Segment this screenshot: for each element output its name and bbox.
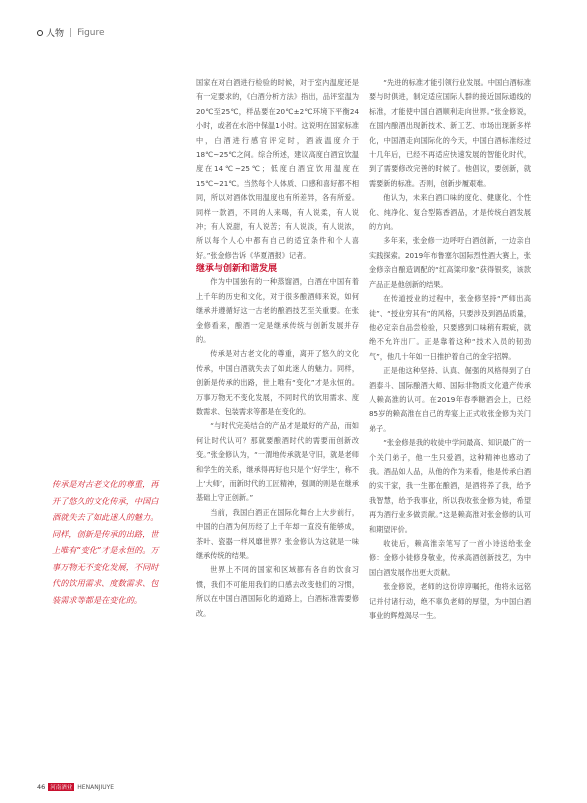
magazine-name-en: HENANJIUYE	[77, 783, 115, 791]
header-separator: |	[69, 27, 73, 38]
paragraph: 他认为，未来白酒口味的度化、健康化、个性化、纯净化、复合型陈香酒品，才是传统白酒发展的方向。	[369, 193, 531, 232]
paragraph: 世界上不同的国家和区域都有各自的饮食习惯，我们不可能用我们的口感去改变他们的习惯，所以在中国白酒国际化的道路上，白酒标准需要修改。	[196, 565, 359, 618]
pull-quote: 传承是对古老文化的尊重，再开了悠久的文化传承，中国白酒就失去了如此迷人的魅力。同样，创新是传承的出路，世上唯有“变化”才是永恒的。万事万物无不变化发展，不同时代的饮用需求、度数需求、包装需求等都是在变化的。	[52, 479, 159, 605]
paragraph: 作为中国独有的一种蒸馏酒，白酒在中国有着上千年的历史和文化，对于很多酿酒师来说，如何继承并遵循好这一古老的酿酒技艺至关重要。在张金修看来，酿酒一定是继承传统与创新发展并存的。	[196, 277, 359, 344]
section-label: 人物	[46, 29, 65, 39]
circle-bullet-icon	[37, 30, 43, 36]
section-label-en: Figure	[77, 27, 105, 38]
paragraph: 张金修说，老师的这份谆谆嘱托，他将永远铭记并付诸行动，绝不辜负老师的厚望，为中国白酒事业的辉煌渴尽一生。	[369, 582, 531, 621]
paragraph: 传承是对古老文化的尊重，离开了悠久的文化传承，中国白酒就失去了如此迷人的魅力。同样，创新是传承的出路，世上唯有“变化”才是永恒的。万事万物无不变化发展，不同时代的饮用需求、度数需求、包装需求等都是在变化的。	[196, 349, 359, 416]
page-footer	[37, 783, 114, 791]
paragraph: 当前，我国白酒正在国际化舞台上大步前行，中国的白酒为何历经了上千年却一直没有能够成，茶叶、瓷器一样风靡世界？张金修认为这就是一味继承传统的结果。	[196, 507, 359, 560]
paragraph: “张金修是我的收徒中学问最高、知识最广的一个关门弟子，他一生只爱酒，这种精神也感动了我。酒品如人品，从他的作为来看，他是传承白酒的实干家，我一生都在酿酒，是酒将养了我，给予我智慧，给予我事业，所以我收张金修为徒，希望再为酒行业多做贡献。”这是赖高淮对张金修的认可和期望评价。	[369, 438, 531, 534]
paragraph: 正是他这种坚持、认真、倔强的风格得到了白酒泰斗、国际酿酒大师、国际非物质文化遗产传承人赖高淮的认可。在2019年春季糖酒会上，已经85岁的赖高淮在自己的寿宴上正式收张金修为关门弟子。	[369, 366, 531, 433]
article-column-right	[369, 76, 531, 623]
article-column-left	[196, 76, 359, 621]
paragraph: 多年来，张金修一边呼吁白酒创新，一边亲自实践探索。2019年布鲁塞尔国际烈性酒大赛上，张金修亲自酿造调配的“红高粱印象”获得银奖，该款产品正是他创新的结果。	[369, 236, 531, 289]
magazine-name: 河南酒业	[50, 785, 73, 791]
paragraph: “先进的标准才能引领行业发展。中国白酒标准要与时俱进，制定适应国际人群的接近国际通线的标准，才能使中国白酒顺利走向世界。”张金修说，在国内酿酒出现新技术、新工艺、市场出现新多样化，中国酒走向国际化的今天，中国白酒标准经过十几年后，已经不再适应快速发展的智能化时代，到了需要修改完善的时候了。他倡议，要创新，就需要新的标准。否则，创新步履艰难。	[369, 78, 531, 188]
paragraph: 在传道授业的过程中，张金修坚持“严师出高徒”、“授业穷其有”的风格，只要涉及到酒品质量，他必定亲自品尝检验，只要感到口味稍有瑕疵，就绝不允许出厂。正是靠着这种“技术入员的韧劲气”，他几十年如一日推护着自己的金字招牌。	[369, 294, 531, 361]
paragraph: 国家在对白酒进行检验的时候，对于室内温度还是有一定要求的，《白酒分析方法》指出，品评室温为20℃至25℃，样品要在20℃±2℃环境下平衡24小时，或者在水浴中保温1小时。这说明在国家标准中，白酒进行感官评定时，酒液温度介于18℃~25℃之间。综合所述，建议高度白酒宜饮温度在14℃~25℃；低度白酒宜饮用温度在15℃~21℃。当然每个人体质、口感和喜好都不相同，所以对酒体饮用温度也有所差异，各有所爱。同样一款酒，不同的人来喝，有人说柔，有人说冲；有人说甜，有人说苦；有人说淡，有人说浓，所以每个人心中都有自己的适宜条件和个人喜好。”张金修告诉《华夏酒报》记者。	[196, 78, 359, 260]
paragraph: “与时代完美结合的产品才是最好的产品，而如何让时代认可？那就要酿酒时代的需要而创新改变。”张金修认为，“一渭地传承就是守旧，就是老师和学生的关系，继承得再好也只是个‘好学生’，称不上‘大师’，而新时代的工匠精神，强调的则是在继承基础上守正创新。”	[196, 421, 359, 503]
paragraph: 收徒后，赖高淮亲笔写了一首小诗送给张金修：金修小徒修身敬业，传承高酒创新技艺，为中国白酒发展作出更大贡献。	[369, 539, 531, 577]
page-header	[37, 26, 105, 39]
page-number: 46	[37, 783, 46, 791]
section-heading: 继承与创新和谐发展	[196, 264, 278, 275]
